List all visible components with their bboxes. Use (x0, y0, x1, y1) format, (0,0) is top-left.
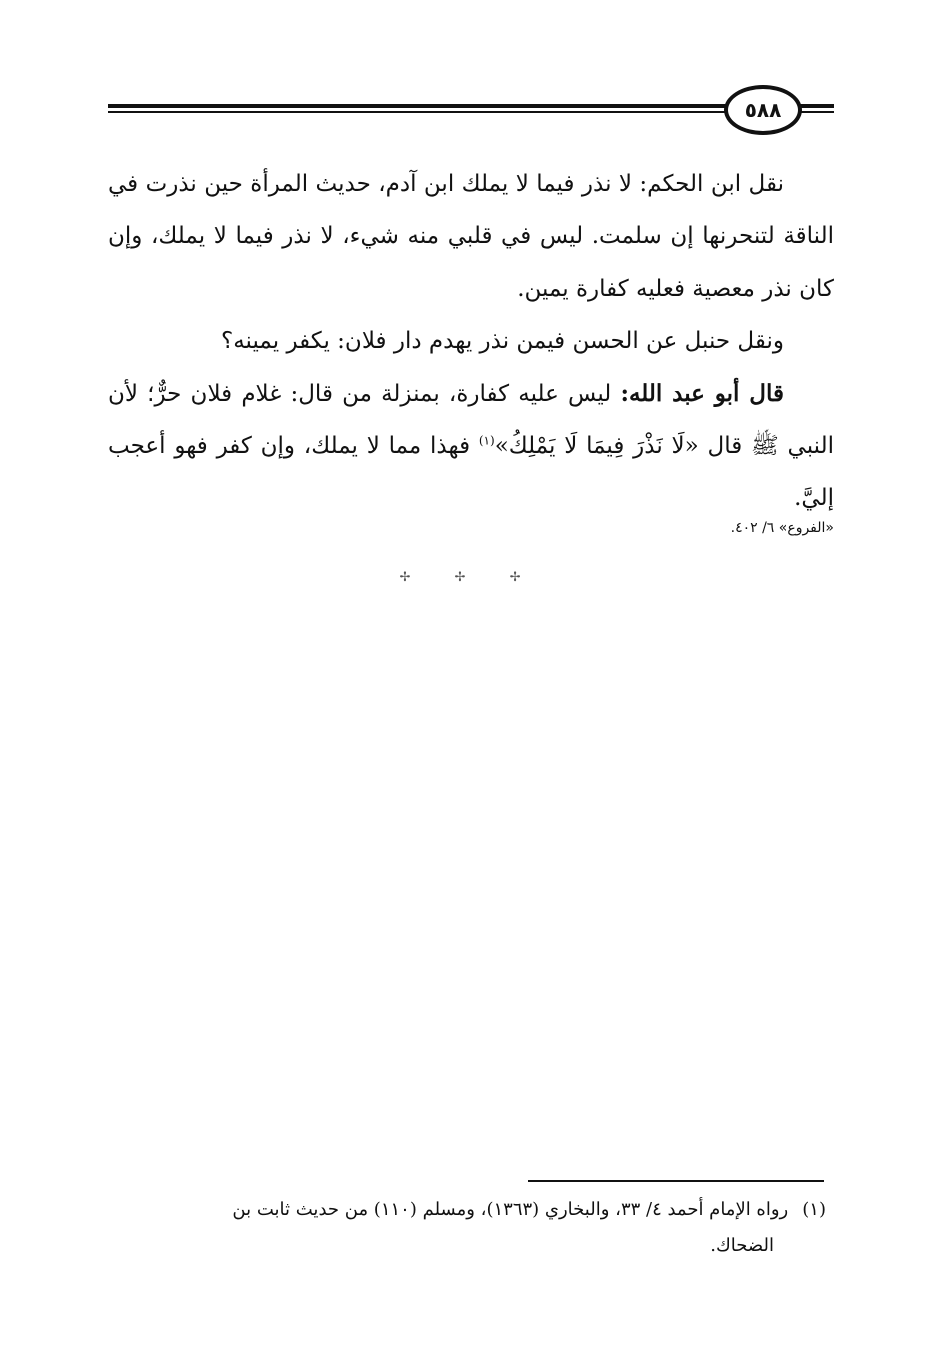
header-rule-tail (800, 104, 834, 114)
paragraph-3 (108, 368, 834, 525)
footnote-number: (١) (802, 1199, 826, 1220)
main-text (108, 158, 834, 525)
footnote-line-2: الضحاك. (710, 1235, 774, 1256)
speaker-label: قال أبو عبد الله: (620, 379, 785, 407)
header-rule (108, 104, 728, 114)
paragraph-3-text-b: فهذا مما لا يملك، وإن كفر فهو أعجب إليَّ. (108, 433, 834, 512)
footnote (100, 1192, 826, 1264)
source-citation: «الفروع» ٦/ ٤٠٢. (730, 520, 834, 536)
paragraph-2: ونقل حنبل عن الحسن فيمن نذر يهدم دار فلان: يكفر يمينه؟ (221, 328, 784, 355)
page-number: ٥٨٨ (724, 85, 802, 135)
footnote-line-1: رواه الإمام أحمد ٤/ ٣٣، والبخاري (١٣٦٣)، ومسلم (١١٠) من حديث ثابت بن (232, 1199, 789, 1220)
footnote-reference[interactable]: (١) (478, 433, 495, 448)
paragraph-3-text-a: ليس عليه كفارة، بمنزلة من قال: غلام فلان حرٌّ؛ لأن النبي ﷺ قال «لَا نَذْرَ فِيمَا لَا يَمْلِكُ» (108, 380, 834, 460)
footnote-divider (528, 1180, 824, 1182)
section-ornament: ✢ ✢ ✢ (399, 570, 541, 585)
paragraph-1: نقل ابن الحكم: لا نذر فيما لا يملك ابن آدم، حديث المرأة حين نذرت في الناقة لتنحرنها إن سلمت. ليس في قلبي منه شيء، لا نذر فيما لا يملك، وإن كان نذر معصية فعليه كفارة يمين. (108, 171, 834, 302)
